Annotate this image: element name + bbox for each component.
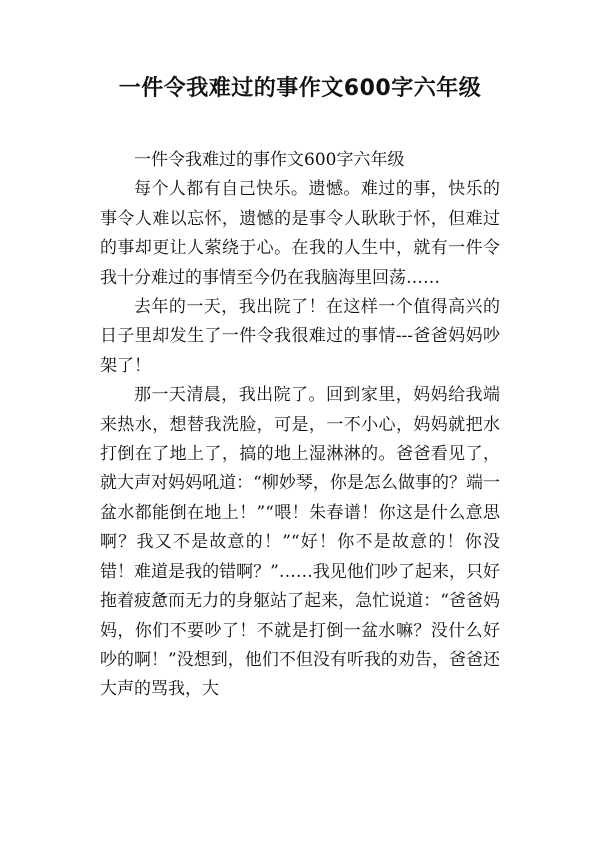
paragraph: 去年的一天，我出院了！在这样一个值得高兴的日子里却发生了一件令我很难过的事情---爸爸妈妈吵架了！ (100, 297, 500, 376)
paragraph: 那一天清晨，我出院了。回到家里，妈妈给我端来热水，想替我洗脸，可是，一不小心，妈妈就把水打倒在了地上了，搞的地上湿淋淋的。爸爸看见了，就大声对妈妈吼道：“柳妙琴，你是怎么做事的？端一盆水都能倒在地上！”“喂！朱春谱！你这是什么意思啊？我又不是故意的！”“好！你不是故意的！你没错！难道是我的错啊？”……我见他们吵了起来，只好拖着疲惫而无力的身躯站了起来，急忙说道：“爸爸妈妈，你们不要吵了！不就是打倒一盆水嘛？没什么好吵的啊！”没想到，他们不但没有听我的劝告，爸爸还大声的骂我，大 (100, 385, 500, 700)
paragraph: 每个人都有自己快乐。遗憾。难过的事，快乐的事令人难以忘怀，遗憾的是事令人耿耿于怀，但难过的事却更让人萦绕于心。在我的人生中，就有一件令我十分难过的事情至今仍在我脑海里回荡…… (100, 179, 500, 288)
page-title: 一件令我难过的事作文600字六年级 (118, 76, 482, 101)
document-body (100, 146, 500, 705)
paragraph: 一件令我难过的事作文600字六年级 (134, 150, 405, 170)
